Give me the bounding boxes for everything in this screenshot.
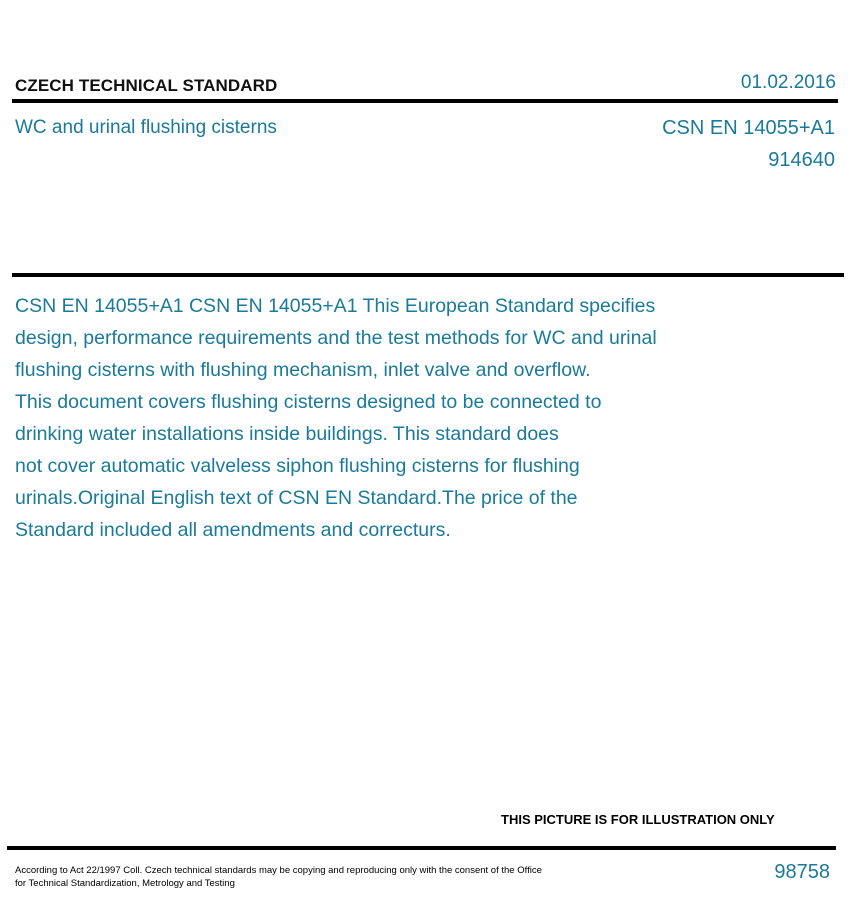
legal-notice [15, 864, 585, 890]
legal-notice-line: for Technical Standardization, Metrology and Testing [15, 878, 235, 889]
standard-code: CSN EN 14055+A1 [662, 117, 835, 139]
legal-notice-line: According to Act 22/1997 Coll. Czech technical standards may be copying and reproducing only with the consent of the Office [15, 865, 542, 876]
standard-number: 914640 [768, 149, 835, 171]
header-divider [12, 99, 838, 103]
footer-divider [7, 846, 836, 850]
publication-date: 01.02.2016 [740, 72, 836, 93]
standard-description: CSN EN 14055+A1 CSN EN 14055+A1 This European Standard specifies design, performance requirements and the test methods for WC and urinal flushing cisterns with flushing mechanism, inlet valve and overflow. This document covers flushing cisterns designed to be connected to drinking water installations inside buildings. This standard does not cover automatic valveless siphon flushing cisterns for flushing urinals.Original English text of CSN EN Standard.The price of the Standard included all amendments and correcturs. [15, 295, 657, 541]
document-type-label: CZECH TECHNICAL STANDARD [15, 76, 278, 95]
illustration-disclaimer: THIS PICTURE IS FOR ILLUSTRATION ONLY [501, 812, 775, 827]
footer-code: 98758 [774, 861, 830, 883]
section-divider [12, 273, 844, 277]
standard-title: WC and urinal flushing cisterns [15, 117, 277, 138]
